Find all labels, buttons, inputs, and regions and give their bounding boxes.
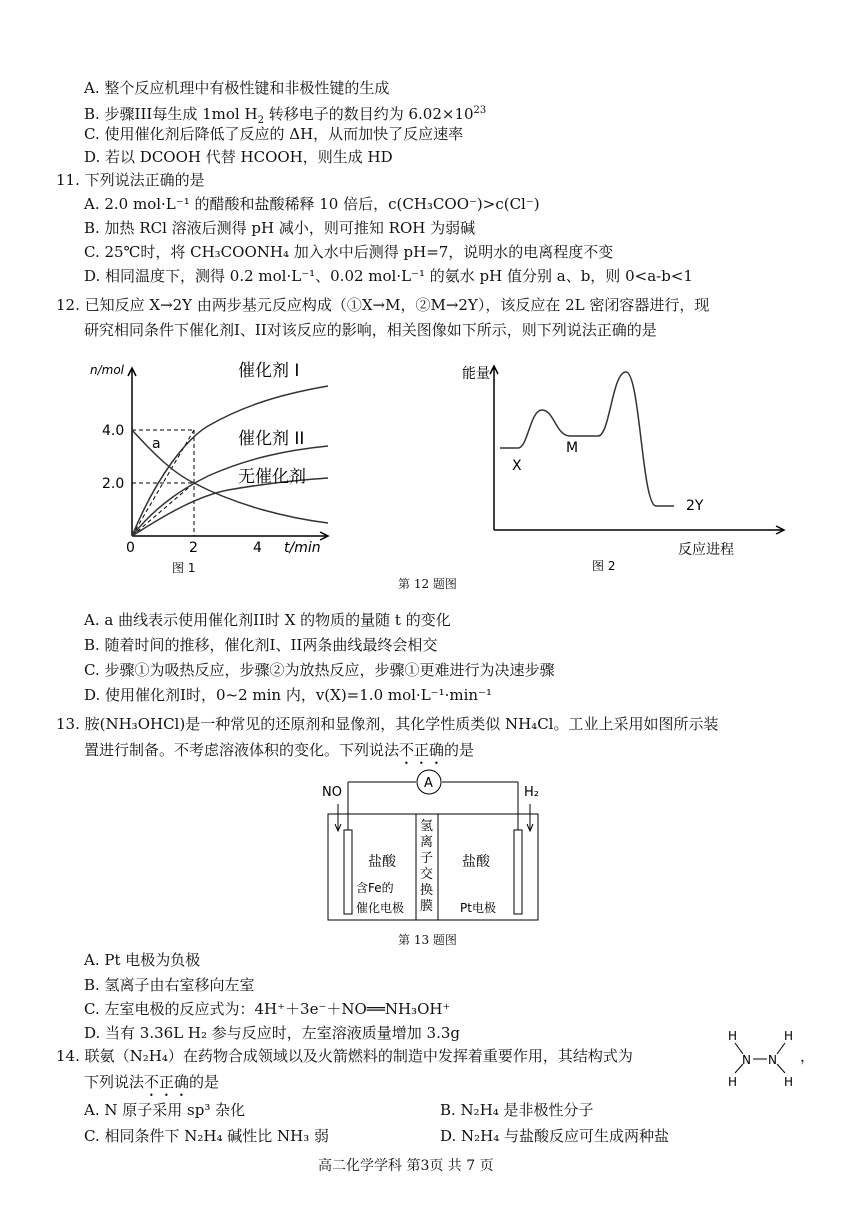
q12-stem-line2: 研究相同条件下催化剂I、II对该反应的影响，相关图像如下所示，则下列说法正确的是 xyxy=(84,321,657,339)
q14-stem-line1: 14. 联氨（N₂H₄）在药物合成领域以及火箭燃料的制造中发挥着重要作用，其结构式为 xyxy=(56,1047,633,1065)
fig2-xlabel: 反应进程 xyxy=(678,542,734,558)
q13-membrane-char: 交 xyxy=(420,867,434,882)
fig2-energy-curve xyxy=(500,372,674,506)
q13-option-d: D. 当有 3.36L H₂ 参与反应时，左室溶液质量增加 3.3g xyxy=(84,1024,461,1042)
fig1-xlabel: t/min xyxy=(284,540,321,556)
q13-no-label: NO xyxy=(322,785,342,800)
h-atom: H xyxy=(728,1075,738,1089)
q12-option-d: D. 使用催化剂I时，0~2 min 内，v(X)=1.0 mol·L⁻¹·min⁻¹ xyxy=(84,686,492,704)
fig1-xtick-2: 2 xyxy=(189,540,198,556)
q14-stem-tail: ， xyxy=(800,1047,816,1065)
fig1-xtick-0: 0 xyxy=(126,540,135,556)
q11-option-b: B. 加热 RCl 溶液后测得 pH 减小，则可推知 ROH 为弱碱 xyxy=(84,219,476,237)
q13-electrolysis-figure xyxy=(318,768,548,926)
q13-membrane-char: 离 xyxy=(420,835,434,850)
q12-figure-2 xyxy=(460,358,790,576)
q11-option-a: A. 2.0 mol·L⁻¹ 的醋酸和盐酸稀释 10 倍后，c(CH₃COO⁻)>c(Cl⁻) xyxy=(84,195,540,213)
fig1-ylabel: n/mol xyxy=(90,363,125,377)
fig1-curve-none: 无催化剂 xyxy=(238,467,306,487)
q10-option-c: C. 使用催化剂后降低了反应的 ΔH，从而加快了反应速率 xyxy=(84,125,464,143)
q13-left-electrode-1: 含Fe的 xyxy=(356,881,394,895)
h-atom: H xyxy=(784,1029,794,1043)
q13-option-a: A. Pt 电极为负极 xyxy=(84,951,201,969)
q14-option-a: A. N 原子采用 sp³ 杂化 xyxy=(84,1101,246,1119)
q14-stem-line2: 下列说法不正确的是 xyxy=(84,1073,220,1091)
fig2-label-m: M xyxy=(566,440,579,456)
q10-option-a: A. 整个反应机理中有极性键和非极性键的生成 xyxy=(84,79,390,97)
fig1-caption: 图 1 xyxy=(172,561,196,575)
q13-stem-line1: 13. 胺(NH₃OHCl)是一种常见的还原剂和显像剂，其化学性质类似 NH₄Cl。工业上采用如图所示装 xyxy=(56,715,719,733)
h-atom: H xyxy=(784,1075,794,1089)
fig2-caption: 图 2 xyxy=(592,559,616,573)
q13-left-acid: 盐酸 xyxy=(368,854,396,870)
q13-left-electrode-2: 催化电极 xyxy=(356,901,405,915)
q13-option-c: C. 左室电极的反应式为：4H⁺＋3e⁻＋NO══NH₃OH⁺ xyxy=(84,1000,451,1018)
fig2-label-x: X xyxy=(512,458,522,474)
q13-meter-label: A xyxy=(424,776,433,791)
q10-option-d: D. 若以 DCOOH 代替 HCOOH，则生成 HD xyxy=(84,148,393,166)
q10-option-b: B. 步骤III每生成 1mol $H_2$ 转移电子的数目约为 $6.02\times 10^{23}$ xyxy=(84,105,487,126)
q14-option-d: D. N₂H₄ 与盐酸反应可生成两种盐 xyxy=(440,1127,670,1145)
n-atom: N xyxy=(768,1053,777,1067)
q12-figure-caption: 第 12 题图 xyxy=(398,577,457,591)
fig1-a-label: a xyxy=(152,436,161,452)
n-atom: N xyxy=(742,1053,751,1067)
page-footer: 高二化学学科 第3页 共 7 页 xyxy=(318,1158,494,1174)
h-atom: H xyxy=(728,1029,738,1043)
q13-membrane-char: 子 xyxy=(420,851,434,866)
q14-option-c: C. 相同条件下 N₂H₄ 碱性比 NH₃ 弱 xyxy=(84,1127,330,1145)
fig1-ytick-4: 4.0 xyxy=(102,423,125,439)
q14-hydrazine-structure xyxy=(722,1026,798,1090)
fig2-ylabel: 能量 xyxy=(462,366,490,382)
fig1-ytick-2: 2.0 xyxy=(102,476,125,492)
q12-option-b: B. 随着时间的推移，催化剂I、II两条曲线最终会相交 xyxy=(84,636,438,654)
q13-h2-label: H₂ xyxy=(524,785,539,800)
q11-option-d: D. 相同温度下，测得 0.2 mol·L⁻¹、0.02 mol·L⁻¹ 的氨水 pH 值分别 a、b，则 0<a-b<1 xyxy=(84,267,693,285)
q12-stem-line1: 12. 已知反应 X→2Y 由两步基元反应构成（①X→M，②M→2Y），该反应在 2L 密闭容器进行，现 xyxy=(56,296,710,314)
q12-option-c: C. 步骤①为吸热反应，步骤②为放热反应，步骤①更难进行为决速步骤 xyxy=(84,661,555,679)
fig1-curve-cat1: 催化剂 I xyxy=(238,361,300,381)
fig2-label-2y: 2Y xyxy=(686,498,704,514)
fig1-xtick-4: 4 xyxy=(253,540,262,556)
q12-figure-1 xyxy=(88,358,348,580)
q12-option-a: A. a 曲线表示使用催化剂II时 X 的物质的量随 t 的变化 xyxy=(84,611,451,629)
q13-right-acid: 盐酸 xyxy=(462,854,490,870)
q13-right-electrode: Pt电极 xyxy=(460,901,496,915)
q13-stem-line2: 置进行制备。不考虑溶液体积的变化。下列说法不正确的是 xyxy=(84,741,475,759)
q13-figure-caption: 第 13 题图 xyxy=(398,933,457,947)
q13-membrane-char: 换 xyxy=(420,883,434,898)
q14-option-b: B. N₂H₄ 是非极性分子 xyxy=(440,1101,594,1119)
fig1-curve-cat2: 催化剂 II xyxy=(238,429,305,449)
q13-option-b: B. 氢离子由右室移向左室 xyxy=(84,976,255,994)
q11-stem: 11. 下列说法正确的是 xyxy=(56,171,205,189)
q13-membrane-char: 氢 xyxy=(420,819,434,834)
q13-membrane-char: 膜 xyxy=(420,899,434,914)
q11-option-c: C. 25℃时，将 CH₃COONH₄ 加入水中后测得 pH=7，说明水的电离程度不变 xyxy=(84,243,614,261)
